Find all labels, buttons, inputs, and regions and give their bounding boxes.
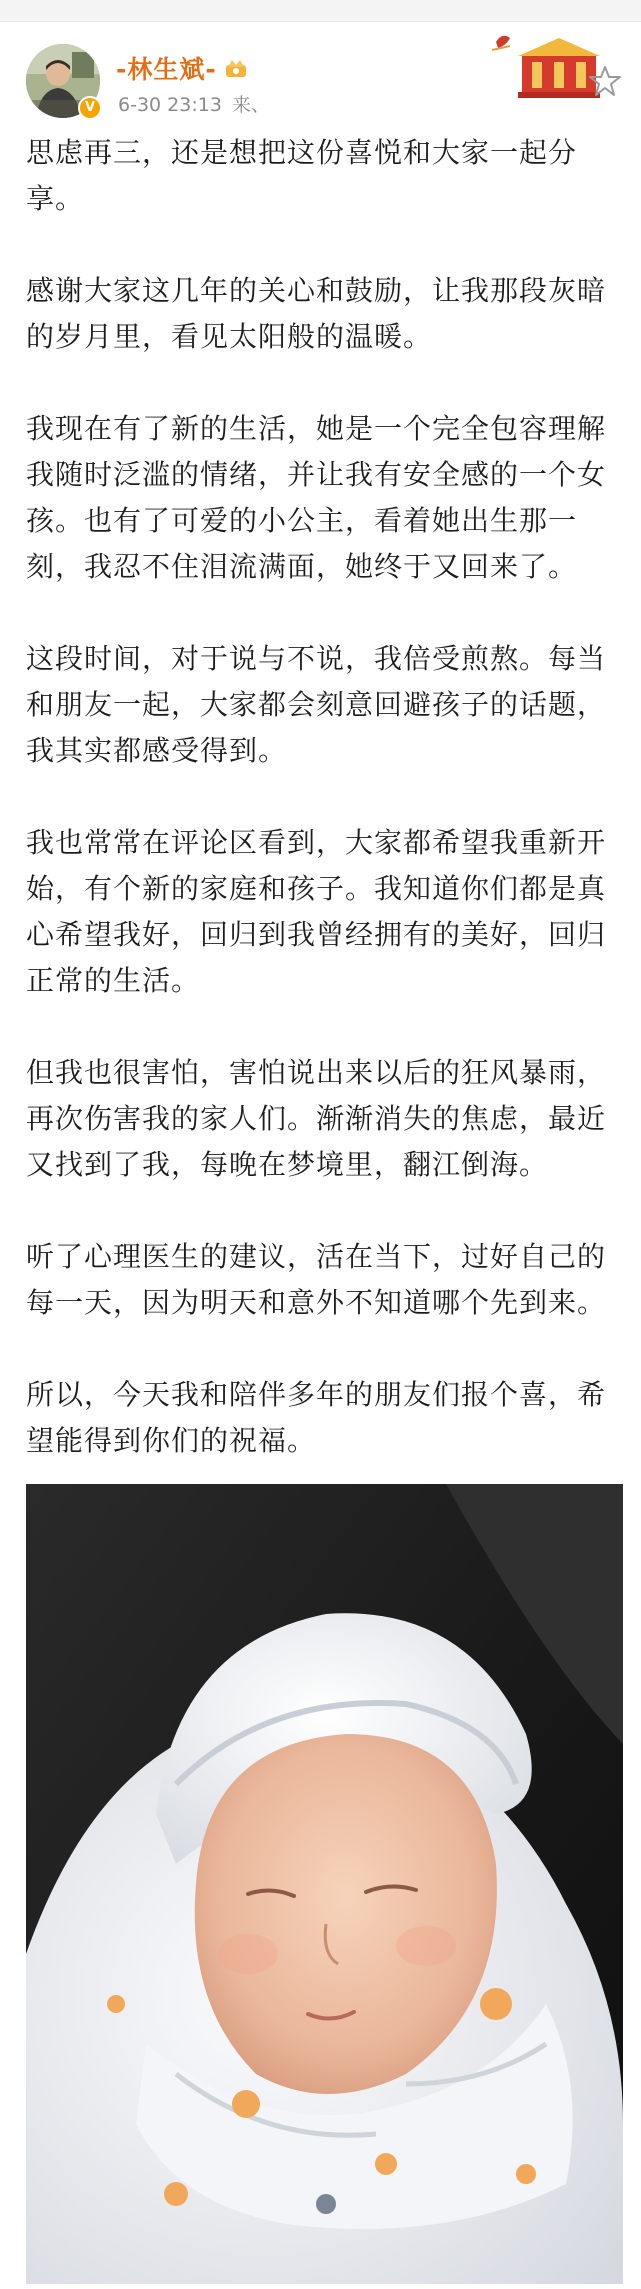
post-paragraph: 思虑再三，还是想把这份喜悦和大家一起分享。 (26, 136, 578, 215)
username-row (116, 50, 249, 86)
post-meta (118, 90, 270, 117)
post-timestamp: 6-30 23:13 (118, 94, 222, 116)
post-paragraph: 我现在有了新的生活，她是一个完全包容理解我随时泛滥的情绪，并让我有安全感的一个女孩。也有了可爱的小公主，看着她出生那一刻，我忍不住泪流满面，她终于又回来了。 (26, 412, 607, 583)
post-body (26, 130, 626, 1694)
verified-badge-icon: V (78, 96, 102, 120)
post-paragraph: 但我也很害怕，害怕说出来以后的狂风暴雨，再次伤害我的家人们。渐渐消失的焦虑，最近又找到了我，每晚在梦境里，翻江倒海。 (26, 1056, 607, 1181)
username[interactable]: -林生斌- (116, 55, 217, 84)
post-header (0, 22, 641, 127)
post-paragraph: 这段时间，对于说与不说，我倍受煎熬。每当和朋友一起，大家都会刻意回避孩子的话题，我其实都感受得到。 (26, 642, 607, 767)
post-paragraph: 感谢大家这几年的关心和鼓励，让我那段灰暗的岁月里，看见太阳般的温暖。 (26, 274, 607, 353)
post-photo[interactable] (26, 1484, 623, 2284)
post-paragraph: 我也常常在评论区看到，大家都希望我重新开始，有个新的家庭和孩子。我知道你们都是真心希望我好，回归到我曾经拥有的美好，回归正常的生活。 (26, 826, 607, 997)
star-outline-icon[interactable] (588, 64, 622, 98)
vip-crown-icon (223, 57, 249, 79)
post-paragraph: 听了心理医生的建议，活在当下，过好自己的每一天，因为明天和意外不知道哪个先到来。 (26, 1240, 607, 1319)
top-strip (0, 0, 641, 22)
festival-card-decoration (488, 28, 604, 102)
post-paragraph: 所以，今天我和陪伴多年的朋友们报个喜，希望能得到你们的祝福。 (26, 1378, 607, 1457)
post-source: 来、 (231, 94, 270, 116)
